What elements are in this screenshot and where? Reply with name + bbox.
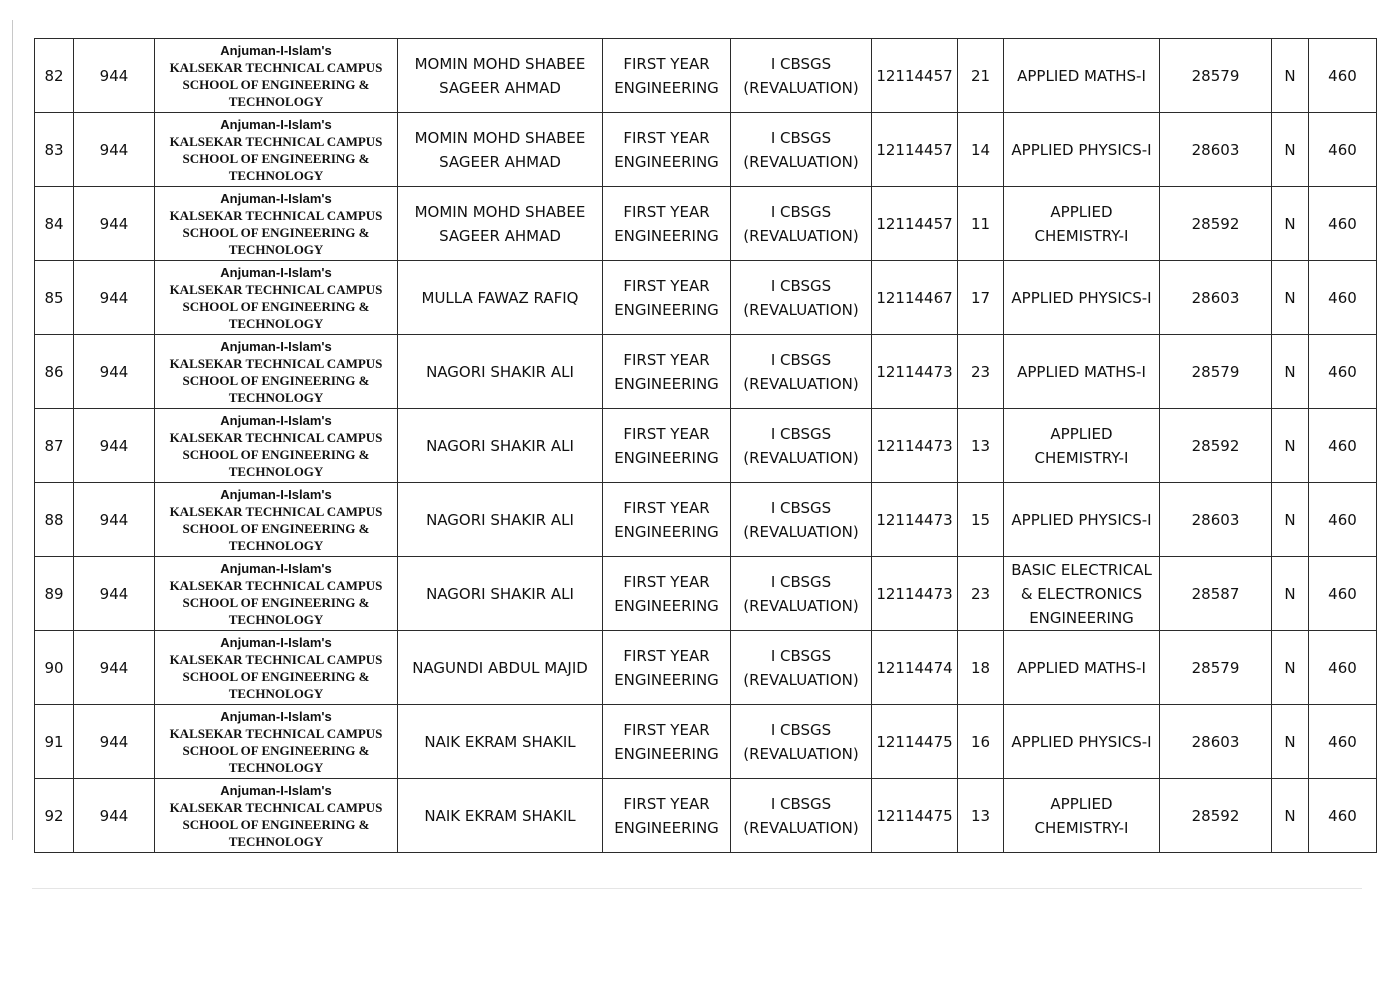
table-row	[35, 631, 1377, 705]
college-name-line: SCHOOL OF ENGINEERING &	[182, 816, 370, 832]
revaluation-results-table	[34, 38, 1377, 853]
subject-cell	[1004, 187, 1160, 261]
course-line: FIRST YEAR	[623, 276, 710, 295]
paper-code-cell: 23	[958, 557, 1004, 631]
paper-code-cell: 16	[958, 705, 1004, 779]
table-row	[35, 705, 1377, 779]
exam-cell	[731, 113, 872, 187]
student-name-cell	[398, 557, 603, 631]
college-name-line: KALSEKAR TECHNICAL CAMPUS	[169, 725, 383, 741]
college-name-line: SCHOOL OF ENGINEERING &	[182, 520, 370, 536]
exam-line: I CBSGS	[770, 572, 832, 591]
paper-code-cell: 17	[958, 261, 1004, 335]
table-row	[35, 113, 1377, 187]
student-name-line: SAGEER AHMAD	[439, 78, 561, 97]
paper-code-cell: 13	[958, 409, 1004, 483]
college-code-cell: 944	[74, 39, 155, 113]
college-name-line: KALSEKAR TECHNICAL CAMPUS	[169, 429, 383, 445]
subject-line: & ELECTRONICS	[1020, 584, 1143, 603]
exam-line: (REVALUATION)	[743, 818, 859, 837]
exam-cell	[731, 779, 872, 853]
table-row	[35, 335, 1377, 409]
fee-cell: 460	[1309, 705, 1377, 779]
fee-cell: 460	[1309, 261, 1377, 335]
student-name-cell	[398, 409, 603, 483]
course-cell	[603, 187, 731, 261]
exam-line: I CBSGS	[770, 54, 832, 73]
student-name-cell	[398, 335, 603, 409]
college-name-line: TECHNOLOGY	[228, 759, 324, 775]
seat-number-cell: 12114474	[872, 631, 958, 705]
college-name-line: SCHOOL OF ENGINEERING &	[182, 742, 370, 758]
seat-number-cell: 12114467	[872, 261, 958, 335]
paper-code-cell: 18	[958, 631, 1004, 705]
college-name-line: Anjuman-I-Islam's	[220, 190, 332, 206]
seat-number-cell: 12114473	[872, 409, 958, 483]
course-line: FIRST YEAR	[623, 128, 710, 147]
college-name-cell	[155, 39, 398, 113]
subject-line: APPLIED MATHS-I	[1017, 362, 1146, 381]
exam-line: (REVALUATION)	[743, 78, 859, 97]
status-cell: N	[1272, 409, 1309, 483]
exam-cell	[731, 483, 872, 557]
college-name-line: SCHOOL OF ENGINEERING &	[182, 298, 370, 314]
student-name-cell	[398, 39, 603, 113]
course-line: FIRST YEAR	[623, 572, 710, 591]
student-name-line: NAIK EKRAM SHAKIL	[424, 806, 576, 825]
student-name-line: MOMIN MOHD SHABEE	[414, 54, 586, 73]
college-name-line: TECHNOLOGY	[228, 685, 324, 701]
course-cell	[603, 113, 731, 187]
exam-cell	[731, 557, 872, 631]
paper-id-cell: 28603	[1160, 261, 1272, 335]
course-cell	[603, 631, 731, 705]
college-name-cell	[155, 483, 398, 557]
course-line: FIRST YEAR	[623, 350, 710, 369]
fee-cell: 460	[1309, 779, 1377, 853]
serial-number-cell: 86	[35, 335, 74, 409]
paper-id-cell: 28579	[1160, 39, 1272, 113]
status-cell: N	[1272, 779, 1309, 853]
student-name-cell	[398, 483, 603, 557]
paper-code-cell: 11	[958, 187, 1004, 261]
college-name-line: KALSEKAR TECHNICAL CAMPUS	[169, 799, 383, 815]
exam-line: (REVALUATION)	[743, 596, 859, 615]
status-cell: N	[1272, 261, 1309, 335]
paper-id-cell: 28587	[1160, 557, 1272, 631]
paper-code-cell: 14	[958, 113, 1004, 187]
seat-number-cell: 12114457	[872, 187, 958, 261]
college-code-cell: 944	[74, 705, 155, 779]
subject-line: CHEMISTRY-I	[1034, 448, 1129, 467]
exam-line: (REVALUATION)	[743, 152, 859, 171]
subject-cell	[1004, 113, 1160, 187]
college-name-line: SCHOOL OF ENGINEERING &	[182, 372, 370, 388]
table-row	[35, 39, 1377, 113]
student-name-cell	[398, 113, 603, 187]
subject-line: ENGINEERING	[1029, 608, 1134, 627]
exam-line: I CBSGS	[770, 794, 832, 813]
subject-line: BASIC ELECTRICAL	[1011, 560, 1152, 579]
status-cell: N	[1272, 631, 1309, 705]
college-name-line: Anjuman-I-Islam's	[220, 708, 332, 724]
course-cell	[603, 261, 731, 335]
course-line: ENGINEERING	[614, 152, 719, 171]
exam-line: (REVALUATION)	[743, 448, 859, 467]
college-code-cell: 944	[74, 261, 155, 335]
subject-cell	[1004, 631, 1160, 705]
college-name-line: Anjuman-I-Islam's	[220, 782, 332, 798]
fee-cell: 460	[1309, 113, 1377, 187]
course-line: FIRST YEAR	[623, 720, 710, 739]
course-cell	[603, 409, 731, 483]
status-cell: N	[1272, 39, 1309, 113]
serial-number-cell: 83	[35, 113, 74, 187]
paper-id-cell: 28579	[1160, 631, 1272, 705]
seat-number-cell: 12114457	[872, 39, 958, 113]
exam-line: (REVALUATION)	[743, 522, 859, 541]
seat-number-cell: 12114473	[872, 483, 958, 557]
subject-cell	[1004, 39, 1160, 113]
course-cell	[603, 557, 731, 631]
course-cell	[603, 705, 731, 779]
paper-id-cell: 28592	[1160, 779, 1272, 853]
status-cell: N	[1272, 187, 1309, 261]
college-code-cell: 944	[74, 113, 155, 187]
fee-cell: 460	[1309, 409, 1377, 483]
college-code-cell: 944	[74, 483, 155, 557]
paper-code-cell: 21	[958, 39, 1004, 113]
course-line: FIRST YEAR	[623, 54, 710, 73]
course-line: ENGINEERING	[614, 374, 719, 393]
course-line: ENGINEERING	[614, 744, 719, 763]
student-name-line: NAIK EKRAM SHAKIL	[424, 732, 576, 751]
subject-cell	[1004, 483, 1160, 557]
student-name-cell	[398, 187, 603, 261]
fee-cell: 460	[1309, 187, 1377, 261]
exam-line: I CBSGS	[770, 202, 832, 221]
status-cell: N	[1272, 335, 1309, 409]
subject-cell	[1004, 335, 1160, 409]
exam-line: (REVALUATION)	[743, 374, 859, 393]
exam-cell	[731, 409, 872, 483]
subject-line: APPLIED	[1050, 794, 1113, 813]
student-name-cell	[398, 779, 603, 853]
paper-code-cell: 15	[958, 483, 1004, 557]
college-name-line: KALSEKAR TECHNICAL CAMPUS	[169, 281, 383, 297]
exam-line: I CBSGS	[770, 646, 832, 665]
table-row	[35, 557, 1377, 631]
course-cell	[603, 483, 731, 557]
fee-cell: 460	[1309, 557, 1377, 631]
college-name-line: KALSEKAR TECHNICAL CAMPUS	[169, 133, 383, 149]
course-line: ENGINEERING	[614, 78, 719, 97]
student-name-line: NAGUNDI ABDUL MAJID	[412, 658, 588, 677]
course-line: ENGINEERING	[614, 448, 719, 467]
seat-number-cell: 12114475	[872, 705, 958, 779]
college-name-line: TECHNOLOGY	[228, 611, 324, 627]
college-name-line: TECHNOLOGY	[228, 167, 324, 183]
subject-line: APPLIED PHYSICS-I	[1011, 732, 1152, 751]
serial-number-cell: 91	[35, 705, 74, 779]
student-name-line: SAGEER AHMAD	[439, 152, 561, 171]
exam-line: I CBSGS	[770, 720, 832, 739]
fee-cell: 460	[1309, 483, 1377, 557]
subject-line: APPLIED PHYSICS-I	[1011, 510, 1152, 529]
table-row	[35, 261, 1377, 335]
table-body	[35, 39, 1377, 853]
exam-line: I CBSGS	[770, 276, 832, 295]
college-name-line: Anjuman-I-Islam's	[220, 412, 332, 428]
exam-cell	[731, 261, 872, 335]
exam-cell	[731, 631, 872, 705]
college-name-cell	[155, 335, 398, 409]
table-row	[35, 779, 1377, 853]
college-name-line: KALSEKAR TECHNICAL CAMPUS	[169, 651, 383, 667]
serial-number-cell: 92	[35, 779, 74, 853]
college-name-line: Anjuman-I-Islam's	[220, 634, 332, 650]
subject-line: APPLIED	[1050, 202, 1113, 221]
student-name-line: MOMIN MOHD SHABEE	[414, 128, 586, 147]
subject-cell	[1004, 779, 1160, 853]
course-line: ENGINEERING	[614, 670, 719, 689]
student-name-cell	[398, 261, 603, 335]
subject-cell	[1004, 409, 1160, 483]
course-line: ENGINEERING	[614, 522, 719, 541]
exam-line: I CBSGS	[770, 424, 832, 443]
student-name-cell	[398, 631, 603, 705]
college-name-line: TECHNOLOGY	[228, 315, 324, 331]
status-cell: N	[1272, 483, 1309, 557]
college-code-cell: 944	[74, 409, 155, 483]
exam-line: (REVALUATION)	[743, 744, 859, 763]
subject-line: APPLIED PHYSICS-I	[1011, 140, 1152, 159]
course-cell	[603, 39, 731, 113]
college-name-cell	[155, 779, 398, 853]
college-name-line: SCHOOL OF ENGINEERING &	[182, 224, 370, 240]
paper-id-cell: 28592	[1160, 409, 1272, 483]
status-cell: N	[1272, 705, 1309, 779]
subject-line: APPLIED PHYSICS-I	[1011, 288, 1152, 307]
page-bottom-line	[32, 888, 1362, 889]
college-name-cell	[155, 261, 398, 335]
serial-number-cell: 85	[35, 261, 74, 335]
college-name-line: Anjuman-I-Islam's	[220, 116, 332, 132]
college-code-cell: 944	[74, 335, 155, 409]
course-line: FIRST YEAR	[623, 646, 710, 665]
subject-cell	[1004, 261, 1160, 335]
college-name-line: TECHNOLOGY	[228, 833, 324, 849]
exam-line: (REVALUATION)	[743, 226, 859, 245]
subject-line: APPLIED	[1050, 424, 1113, 443]
college-name-line: SCHOOL OF ENGINEERING &	[182, 668, 370, 684]
college-name-cell	[155, 557, 398, 631]
student-name-line: SAGEER AHMAD	[439, 226, 561, 245]
paper-id-cell: 28603	[1160, 113, 1272, 187]
table-row	[35, 483, 1377, 557]
student-name-line: MOMIN MOHD SHABEE	[414, 202, 586, 221]
status-cell: N	[1272, 557, 1309, 631]
college-name-line: SCHOOL OF ENGINEERING &	[182, 150, 370, 166]
student-name-line: NAGORI SHAKIR ALI	[426, 510, 574, 529]
serial-number-cell: 89	[35, 557, 74, 631]
exam-cell	[731, 705, 872, 779]
status-cell: N	[1272, 113, 1309, 187]
paper-id-cell: 28579	[1160, 335, 1272, 409]
exam-line: I CBSGS	[770, 498, 832, 517]
college-name-line: TECHNOLOGY	[228, 93, 324, 109]
college-code-cell: 944	[74, 557, 155, 631]
college-name-line: Anjuman-I-Islam's	[220, 42, 332, 58]
fee-cell: 460	[1309, 631, 1377, 705]
exam-cell	[731, 187, 872, 261]
paper-id-cell: 28603	[1160, 483, 1272, 557]
college-name-line: Anjuman-I-Islam's	[220, 486, 332, 502]
college-name-line: KALSEKAR TECHNICAL CAMPUS	[169, 503, 383, 519]
table-row	[35, 187, 1377, 261]
seat-number-cell: 12114473	[872, 335, 958, 409]
course-line: ENGINEERING	[614, 226, 719, 245]
college-name-line: KALSEKAR TECHNICAL CAMPUS	[169, 207, 383, 223]
college-name-cell	[155, 631, 398, 705]
college-name-cell	[155, 113, 398, 187]
college-name-line: Anjuman-I-Islam's	[220, 560, 332, 576]
college-name-line: TECHNOLOGY	[228, 241, 324, 257]
seat-number-cell: 12114473	[872, 557, 958, 631]
fee-cell: 460	[1309, 39, 1377, 113]
serial-number-cell: 87	[35, 409, 74, 483]
exam-line: (REVALUATION)	[743, 300, 859, 319]
exam-cell	[731, 39, 872, 113]
college-code-cell: 944	[74, 631, 155, 705]
college-name-line: Anjuman-I-Islam's	[220, 264, 332, 280]
serial-number-cell: 82	[35, 39, 74, 113]
student-name-cell	[398, 705, 603, 779]
exam-line: I CBSGS	[770, 350, 832, 369]
exam-line: (REVALUATION)	[743, 670, 859, 689]
college-name-line: Anjuman-I-Islam's	[220, 338, 332, 354]
course-line: FIRST YEAR	[623, 424, 710, 443]
serial-number-cell: 90	[35, 631, 74, 705]
student-name-line: NAGORI SHAKIR ALI	[426, 584, 574, 603]
table-row	[35, 409, 1377, 483]
college-name-line: SCHOOL OF ENGINEERING &	[182, 594, 370, 610]
serial-number-cell: 84	[35, 187, 74, 261]
college-name-line: KALSEKAR TECHNICAL CAMPUS	[169, 355, 383, 371]
college-code-cell: 944	[74, 779, 155, 853]
exam-line: I CBSGS	[770, 128, 832, 147]
college-name-line: TECHNOLOGY	[228, 463, 324, 479]
subject-line: APPLIED MATHS-I	[1017, 66, 1146, 85]
course-cell	[603, 335, 731, 409]
college-name-line: SCHOOL OF ENGINEERING &	[182, 446, 370, 462]
college-name-cell	[155, 409, 398, 483]
subject-cell	[1004, 557, 1160, 631]
fee-cell: 460	[1309, 335, 1377, 409]
course-cell	[603, 779, 731, 853]
college-name-line: SCHOOL OF ENGINEERING &	[182, 76, 370, 92]
college-name-line: TECHNOLOGY	[228, 537, 324, 553]
college-name-line: TECHNOLOGY	[228, 389, 324, 405]
exam-cell	[731, 335, 872, 409]
paper-id-cell: 28603	[1160, 705, 1272, 779]
paper-code-cell: 13	[958, 779, 1004, 853]
course-line: FIRST YEAR	[623, 498, 710, 517]
student-name-line: NAGORI SHAKIR ALI	[426, 362, 574, 381]
subject-line: CHEMISTRY-I	[1034, 818, 1129, 837]
subject-line: CHEMISTRY-I	[1034, 226, 1129, 245]
seat-number-cell: 12114475	[872, 779, 958, 853]
college-name-cell	[155, 187, 398, 261]
college-name-line: KALSEKAR TECHNICAL CAMPUS	[169, 577, 383, 593]
college-name-cell	[155, 705, 398, 779]
subject-line: APPLIED MATHS-I	[1017, 658, 1146, 677]
course-line: FIRST YEAR	[623, 794, 710, 813]
college-name-line: KALSEKAR TECHNICAL CAMPUS	[169, 59, 383, 75]
course-line: ENGINEERING	[614, 596, 719, 615]
page-margin-line	[12, 20, 13, 840]
course-line: ENGINEERING	[614, 300, 719, 319]
subject-cell	[1004, 705, 1160, 779]
course-line: FIRST YEAR	[623, 202, 710, 221]
paper-code-cell: 23	[958, 335, 1004, 409]
seat-number-cell: 12114457	[872, 113, 958, 187]
paper-id-cell: 28592	[1160, 187, 1272, 261]
college-code-cell: 944	[74, 187, 155, 261]
course-line: ENGINEERING	[614, 818, 719, 837]
student-name-line: MULLA FAWAZ RAFIQ	[421, 288, 579, 307]
serial-number-cell: 88	[35, 483, 74, 557]
student-name-line: NAGORI SHAKIR ALI	[426, 436, 574, 455]
